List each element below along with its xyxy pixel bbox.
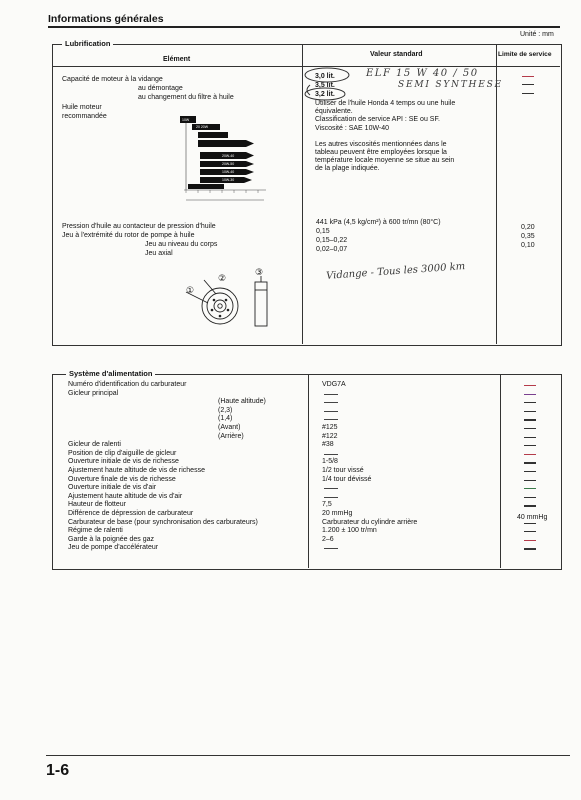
fuel-row-value: Carburateur du cylindre arrière	[322, 518, 418, 526]
svg-text:20W-40: 20W-40	[222, 154, 235, 158]
fuel-row-value: #38	[322, 441, 334, 449]
limit-mark	[524, 523, 536, 524]
fuel-row-dash	[324, 497, 338, 498]
fuel-row-label: Régime de ralenti	[68, 527, 123, 535]
footer-rule	[46, 755, 570, 756]
fuel-row-label: Gicleur de ralenti	[68, 441, 121, 449]
capacity-sub-2: au changement du filtre à huile	[138, 94, 234, 101]
oil-text	[315, 100, 497, 174]
lubrication-section-label: Lubrification	[62, 39, 113, 48]
limit-mark	[524, 480, 536, 481]
oil-text-line: de la plage indiquée.	[315, 165, 380, 173]
limit-mark	[524, 402, 536, 403]
svg-text:20W-50: 20W-50	[222, 162, 235, 166]
oil-text-line: Classification de service API : SE ou SF.	[315, 116, 440, 124]
fuel-row-label: Ajustement haute altitude de vis d'air	[68, 492, 183, 500]
pressure-label: Pression d'huile au contacteur de pression d'huile	[62, 223, 216, 230]
fuel-row-value: 2–6	[322, 535, 334, 543]
callout-2: ②	[218, 274, 227, 284]
fuel-row-label: Différence de dépression de carburateur	[68, 510, 194, 517]
limit-mark	[524, 497, 536, 498]
limit-mark	[522, 84, 534, 85]
capacity-value-3: 3,2 lit.	[315, 91, 335, 98]
capacity-sub-1: au démontage	[138, 85, 183, 92]
limit-mark	[524, 385, 536, 386]
capacity-label: Capacité de moteur à la vidange	[62, 76, 163, 83]
limit-mark	[524, 505, 536, 506]
fuel-row-dash	[324, 394, 338, 395]
limit-mark	[524, 454, 536, 455]
fuel-row-label: Gicleur principal	[68, 389, 119, 397]
limit-mark	[524, 488, 536, 489]
limit-mark	[524, 462, 536, 463]
fuel-row-label: Ouverture finale de vis de richesse	[68, 475, 176, 483]
fuel-row-label: Hauteur de flotteur	[68, 501, 126, 509]
fuel-row-dash	[324, 488, 338, 489]
col-element-header: Elément	[163, 56, 191, 63]
page-number: 1-6	[46, 762, 70, 779]
fuel-row-dash	[324, 402, 338, 403]
handwritten-oil-change-note: Vidange - Tous les 3000 km	[325, 261, 466, 282]
handwritten-oil-type: SEMI SYNTHESE	[398, 80, 503, 90]
oil-text-line: Les autres viscosités mentionnées dans le	[315, 140, 447, 148]
oil-label-2: recommandée	[62, 113, 107, 120]
limit-mark	[524, 411, 536, 412]
svg-text:10W-40: 10W-40	[222, 170, 235, 174]
handwritten-oil-brand: ELF 15 W 40 / 50	[366, 68, 479, 79]
capacity-value-2: 3,5 lit.	[315, 82, 335, 89]
fuel-row-value: VDG7A	[322, 381, 346, 388]
fuel-row-value: 7,5	[322, 501, 332, 509]
fuel-row-label: Garde à la poignée des gaz	[68, 535, 155, 543]
fuel-row-label: (2,3)	[218, 406, 233, 414]
oil-text-line: Utiliser de l'huile Honda 4 temps ou une huile	[315, 100, 456, 107]
fuel-row-value: 1/4 tour dévissé	[322, 475, 372, 483]
fuel-row-value: 1-5/8	[322, 458, 338, 466]
fuel-row-dash	[324, 454, 338, 455]
svg-text:10W: 10W	[182, 118, 190, 122]
fuel-row-label: (Avant)	[218, 424, 241, 431]
rotor-value: 0,15	[316, 228, 330, 235]
limit-mark	[524, 548, 536, 549]
callout-1: ①	[186, 286, 195, 296]
oil-label-1: Huile moteur	[62, 104, 102, 111]
page-title: Informations générales	[48, 13, 164, 25]
fuel-col-divider-1	[308, 374, 309, 568]
limit-mark	[524, 471, 536, 472]
fuel-row-value: 20 mmHg	[322, 510, 353, 517]
oil-text-line: tableau peuvent être employées lorsque la	[315, 149, 447, 157]
fuel-col-divider-2	[500, 374, 501, 568]
fuel-row-dash	[324, 411, 338, 412]
limit-mark	[524, 531, 536, 532]
fuel-row-label: Ouverture initiale de vis d'air	[68, 484, 157, 492]
fuel-row-label: Carburateur de base (pour synchronisation des carburateurs)	[68, 518, 258, 526]
oil-text-line: Viscosité : SAE 10W-40	[315, 124, 390, 132]
fuel-limit-value: 40 mmHg	[517, 514, 548, 521]
fuel-section-label: Système d'alimentation	[66, 369, 155, 378]
limit-mark	[524, 445, 536, 446]
limit-mark	[522, 93, 534, 94]
fuel-row-label: Numéro d'identification du carburateur	[68, 381, 187, 388]
col-standard-header: Valeur standard	[370, 51, 423, 58]
rotor-label: Jeu à l'extrémité du rotor de pompe à huile	[62, 232, 195, 239]
svg-text:10W-30: 10W-30	[222, 178, 235, 182]
fuel-row-value: #122	[322, 432, 338, 440]
limit-mark	[524, 437, 536, 438]
limit-mark	[524, 428, 536, 429]
fuel-row-value: 1/2 tour vissé	[322, 467, 364, 474]
fuel-row-label: (Haute altitude)	[218, 398, 266, 406]
svg-text:20 20W: 20 20W	[196, 125, 209, 129]
fuel-row-label: Position de clip d'aiguille de gicleur	[68, 449, 177, 457]
fuel-row-label: Jeu de pompe d'accélérateur	[68, 544, 159, 552]
axial-clearance-label: Jeu axial	[145, 250, 173, 257]
limit-mark	[522, 76, 534, 77]
header-rule	[48, 26, 560, 28]
fuel-row-dash	[324, 548, 338, 549]
fuel-row-dash	[324, 419, 338, 420]
fuel-row-label: (1,4)	[218, 415, 233, 423]
limit-mark	[524, 540, 536, 541]
unit-label: Unité : mm	[520, 31, 554, 38]
oil-pump-rotor-figure	[180, 270, 280, 334]
fuel-row-value: 1.200 ± 100 tr/mn	[322, 527, 377, 535]
body-clearance-value: 0,15–0,22	[316, 237, 348, 244]
capacity-value-1: 3,0 lit.	[315, 73, 335, 80]
limit-mark	[524, 419, 536, 420]
fuel-row-label: Ouverture initiale de vis de richesse	[68, 458, 179, 466]
oil-text-line: température locale moyenne se situe au sein	[315, 157, 455, 165]
limit-mark	[524, 394, 536, 395]
rotor-limit: 0,20	[521, 224, 535, 231]
viscosity-chart-figure	[178, 112, 270, 204]
handwriting-circles	[300, 66, 360, 102]
fuel-row-label: (Arrière)	[218, 432, 244, 440]
fuel-row-value: #125	[322, 424, 338, 431]
col-limit-header: Limite de service	[498, 51, 552, 58]
body-clearance-label: Jeu au niveau du corps	[145, 241, 218, 248]
axial-clearance-limit: 0,10	[521, 242, 535, 249]
body-clearance-limit: 0,35	[521, 233, 535, 240]
pressure-value: 441 kPa (4,5 kg/cm²) à 600 tr/mn (80°C)	[316, 219, 441, 226]
axial-clearance-value: 0,02–0,07	[316, 246, 348, 253]
oil-text-line: équivalente.	[315, 108, 353, 116]
fuel-row-label: Ajustement haute altitude de vis de richesse	[68, 467, 205, 474]
callout-3: ③	[255, 268, 264, 278]
